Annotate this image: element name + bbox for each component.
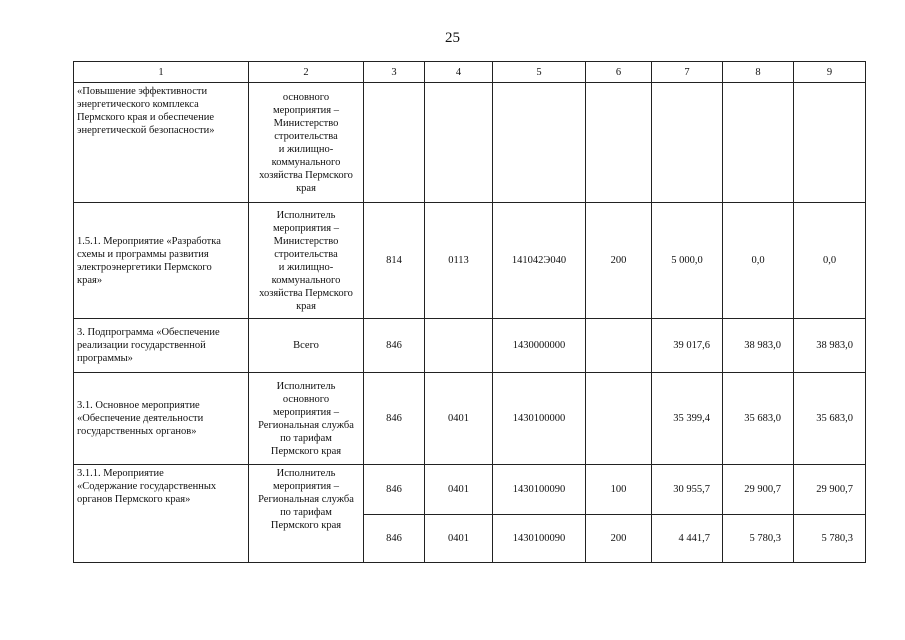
cell xyxy=(586,319,652,373)
page-number: 25 xyxy=(445,30,460,46)
executor-cell: Исполнитель мероприятия – Министерство строительства и жилищно- коммунального хозяйства Пермского края xyxy=(249,203,364,319)
table-row xyxy=(74,83,866,203)
header-cell: 5 xyxy=(493,62,586,83)
cell xyxy=(586,373,652,465)
cell: 35 399,4 xyxy=(652,373,723,465)
cell: 1430100090 xyxy=(493,515,586,563)
executor-cell: основного мероприятия – Министерство строительства и жилищно- коммунального хозяйства Пермского края xyxy=(249,83,364,203)
row-name-cell: 3.1.1. Мероприятие «Содержание государственных органов Пермского края» xyxy=(74,465,249,563)
table-row xyxy=(74,319,866,373)
cell xyxy=(652,83,723,203)
cell: 846 xyxy=(364,373,425,465)
cell: 38 983,0 xyxy=(794,319,866,373)
cell xyxy=(364,83,425,203)
header-cell: 7 xyxy=(652,62,723,83)
cell: 846 xyxy=(364,319,425,373)
executor-cell: Исполнитель основного мероприятия – Региональная служба по тарифам Пермского края xyxy=(249,373,364,465)
cell xyxy=(794,83,866,203)
header-cell: 8 xyxy=(723,62,794,83)
cell: 35 683,0 xyxy=(794,373,866,465)
cell: 29 900,7 xyxy=(794,465,866,515)
header-cell: 4 xyxy=(425,62,493,83)
cell: 4 441,7 xyxy=(652,515,723,563)
cell: 39 017,6 xyxy=(652,319,723,373)
table-row xyxy=(74,465,866,515)
cell: 5 780,3 xyxy=(794,515,866,563)
cell xyxy=(586,83,652,203)
cell: 100 xyxy=(586,465,652,515)
header-cell: 9 xyxy=(794,62,866,83)
cell: 1430000000 xyxy=(493,319,586,373)
cell xyxy=(425,319,493,373)
header-cell: 6 xyxy=(586,62,652,83)
cell: 0,0 xyxy=(794,203,866,319)
cell: 29 900,7 xyxy=(723,465,794,515)
cell: 846 xyxy=(364,515,425,563)
table-row xyxy=(74,373,866,465)
budget-table xyxy=(73,61,866,563)
cell: 200 xyxy=(586,515,652,563)
cell: 5 000,0 xyxy=(652,203,723,319)
header-row xyxy=(74,62,866,83)
header-cell: 3 xyxy=(364,62,425,83)
cell xyxy=(493,83,586,203)
cell: 0401 xyxy=(425,373,493,465)
cell xyxy=(723,83,794,203)
cell: 200 xyxy=(586,203,652,319)
cell: 814 xyxy=(364,203,425,319)
executor-cell: Всего xyxy=(249,319,364,373)
row-name-cell: «Повышение эффективности энергетического комплекса Пермского края и обеспечение энергетической безопасности» xyxy=(74,83,249,203)
cell: 5 780,3 xyxy=(723,515,794,563)
cell: 38 983,0 xyxy=(723,319,794,373)
row-name-cell: 3. Подпрограмма «Обеспечение реализации государственной программы» xyxy=(74,319,249,373)
cell: 846 xyxy=(364,465,425,515)
cell: 35 683,0 xyxy=(723,373,794,465)
executor-cell: Исполнитель мероприятия – Региональная служба по тарифам Пермского края xyxy=(249,465,364,563)
cell: 1430100090 xyxy=(493,465,586,515)
table-row xyxy=(74,203,866,319)
cell xyxy=(425,83,493,203)
row-name-cell: 1.5.1. Мероприятие «Разработка схемы и программы развития электроэнергетики Пермского края» xyxy=(74,203,249,319)
cell: 141042Э040 xyxy=(493,203,586,319)
cell: 0113 xyxy=(425,203,493,319)
cell: 0,0 xyxy=(723,203,794,319)
cell: 30 955,7 xyxy=(652,465,723,515)
cell: 0401 xyxy=(425,515,493,563)
cell: 0401 xyxy=(425,465,493,515)
row-name-cell: 3.1. Основное мероприятие «Обеспечение деятельности государственных органов» xyxy=(74,373,249,465)
cell: 1430100000 xyxy=(493,373,586,465)
header-cell: 1 xyxy=(74,62,249,83)
header-cell: 2 xyxy=(249,62,364,83)
